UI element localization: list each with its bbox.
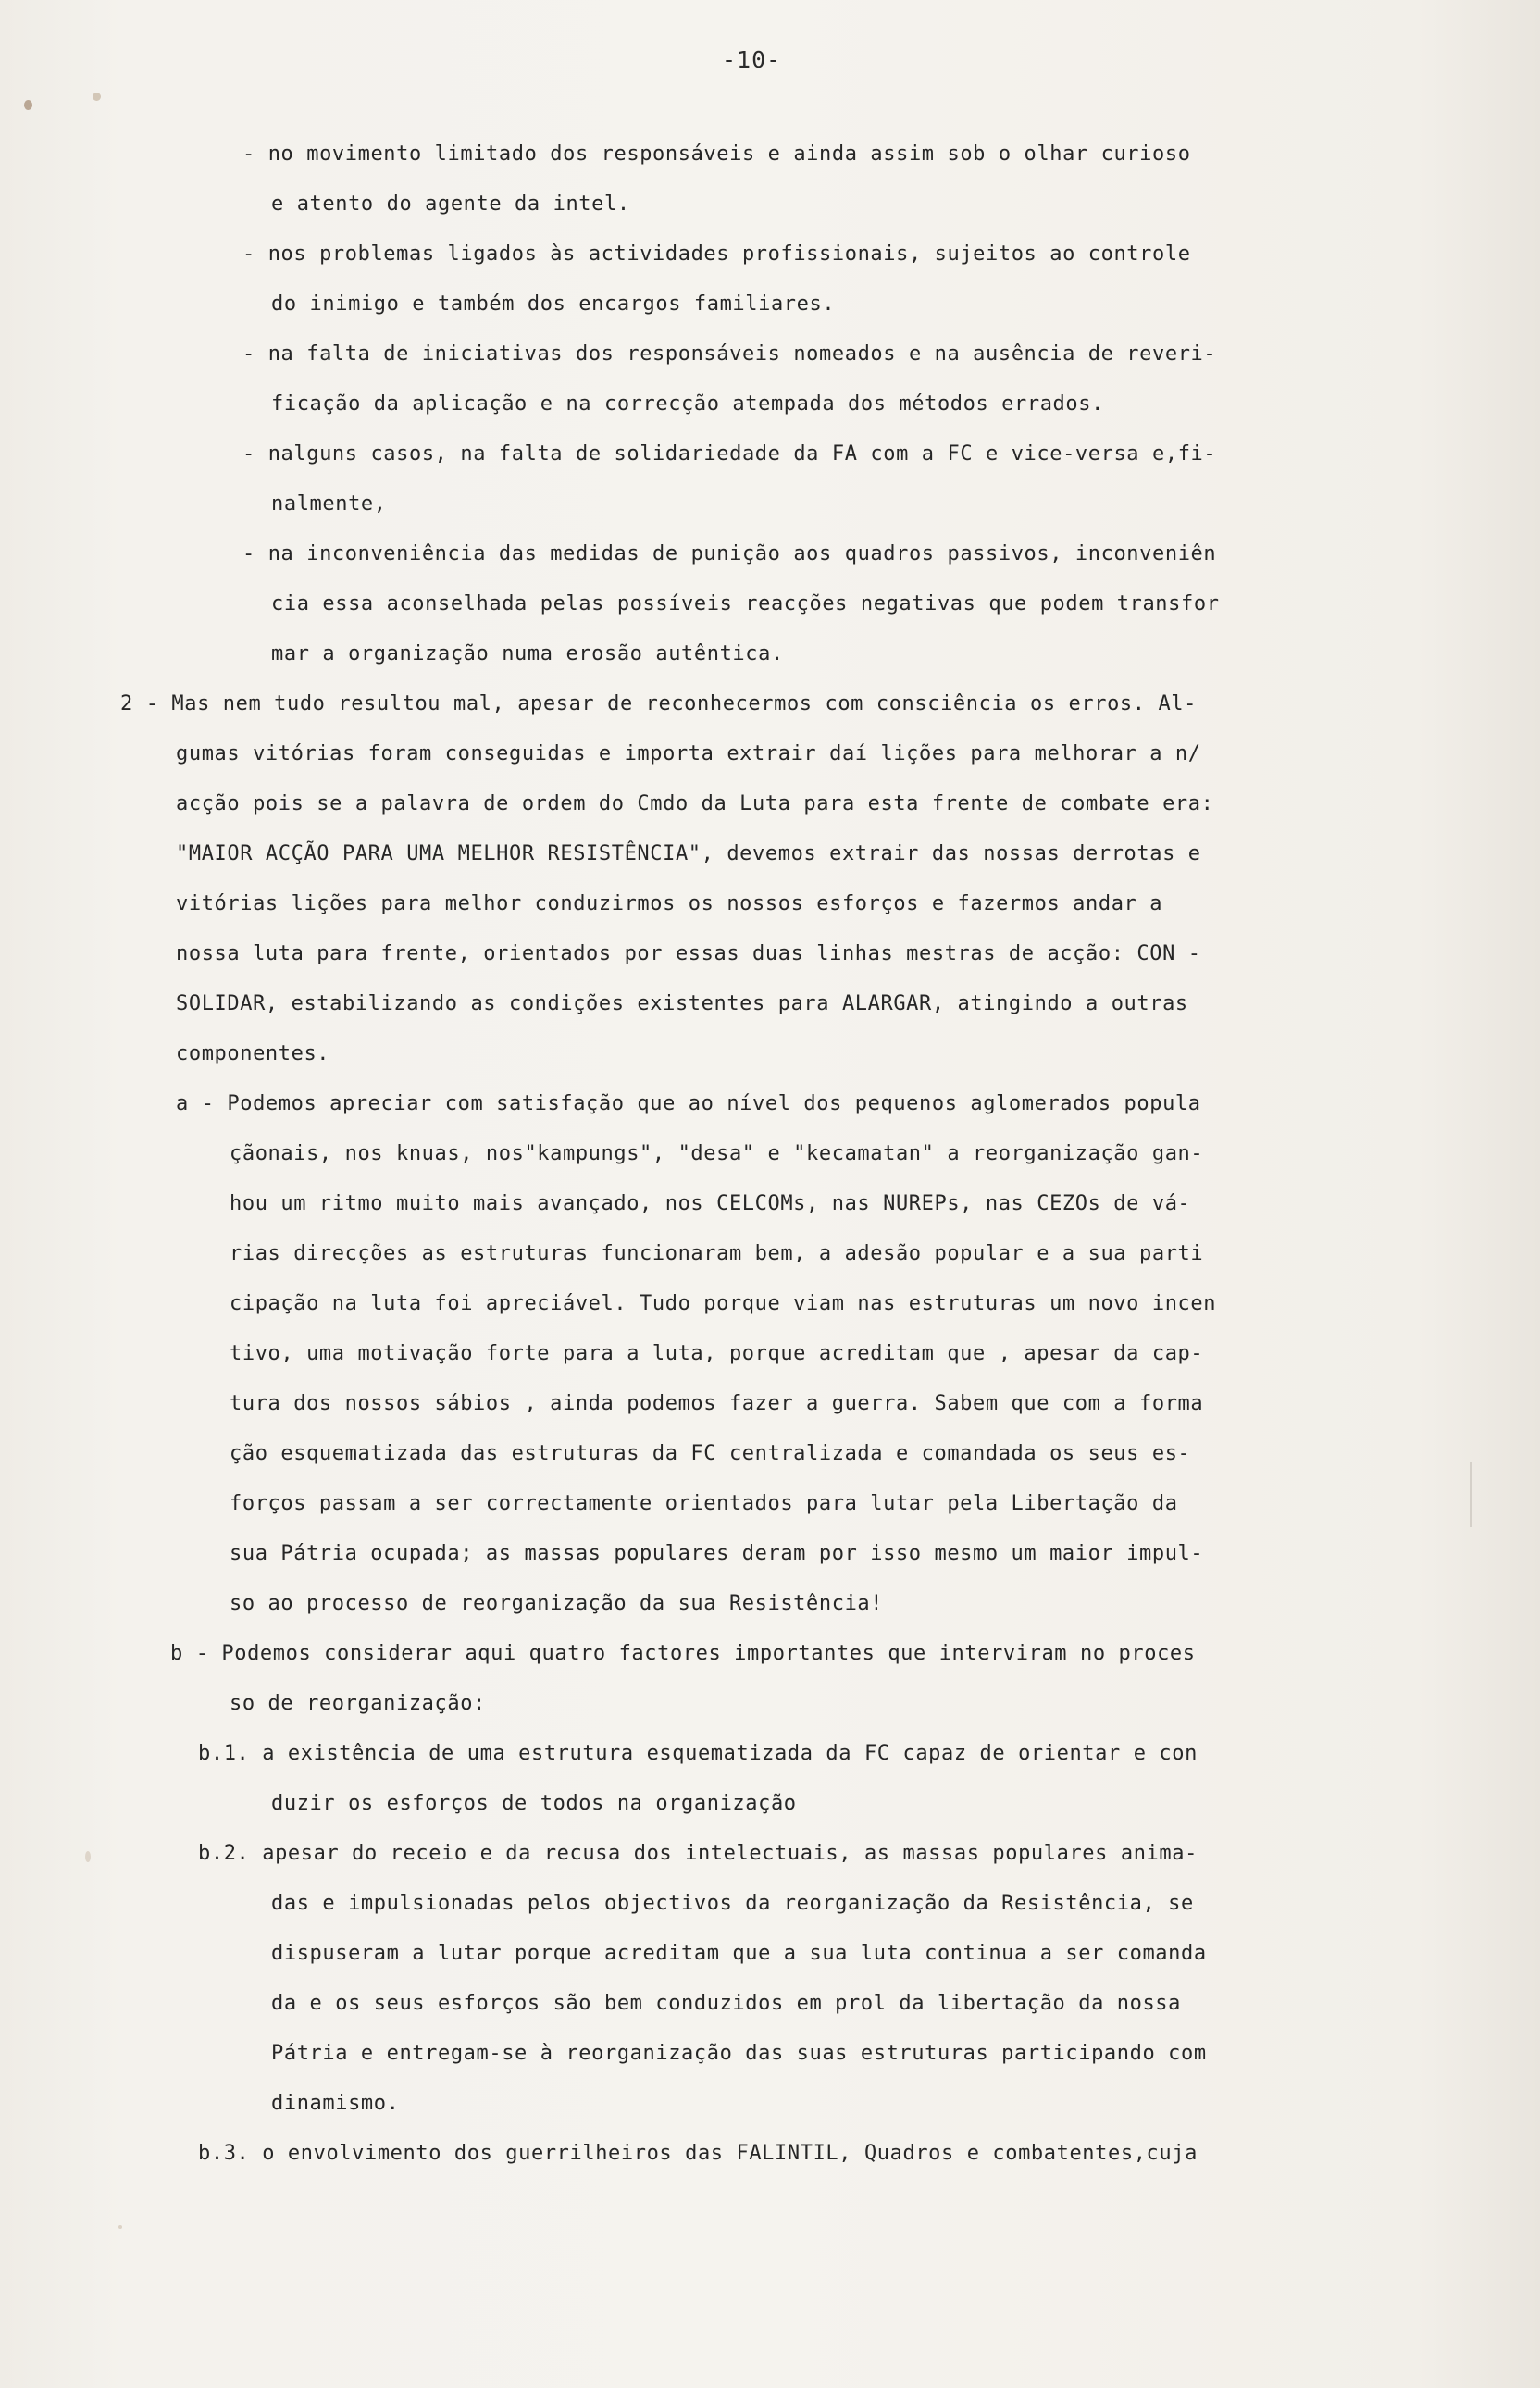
text-line: cia essa aconselhada pelas possíveis reacções negativas que podem transfor — [271, 592, 1220, 616]
paper-stain — [93, 93, 101, 101]
text-line: cipação na luta foi apreciável. Tudo porque viam nas estruturas um novo incen — [230, 1292, 1217, 1315]
text-line: çãonais, nos knuas, nos"kampungs", "desa" e "kecamatan" a reorganização gan- — [230, 1142, 1204, 1165]
text-line: - nalguns casos, na falta de solidariedade da FA com a FC e vice-versa e,fi- — [242, 442, 1217, 466]
text-line: tivo, uma motivação forte para a luta, porque acreditam que , apesar da cap- — [230, 1342, 1204, 1365]
scan-artifact-line — [1470, 1462, 1472, 1527]
text-line: "MAIOR ACÇÃO PARA UMA MELHOR RESISTÊNCIA", devemos extrair das nossas derrotas e — [176, 842, 1201, 865]
text-line: b.2. apesar do receio e da recusa dos intelectuais, as massas populares anima- — [198, 1842, 1198, 1865]
text-line: - na inconveniência das medidas de punição aos quadros passivos, inconveniên — [242, 542, 1217, 566]
text-line: b - Podemos considerar aqui quatro factores importantes que interviram no proces — [170, 1642, 1196, 1665]
text-line: mar a organização numa erosão autêntica. — [271, 642, 784, 665]
text-line: sua Pátria ocupada; as massas populares deram por isso mesmo um maior impul- — [230, 1542, 1204, 1565]
paper-stain — [118, 2225, 122, 2229]
text-line: dinamismo. — [271, 2092, 400, 2115]
text-line: duzir os esforços de todos na organização — [271, 1792, 797, 1815]
text-line: - no movimento limitado dos responsáveis e ainda assim sob o olhar curioso — [242, 143, 1191, 166]
text-line: vitórias lições para melhor conduzirmos os nossos esforços e fazermos andar a — [176, 892, 1163, 915]
text-line: dispuseram a lutar porque acreditam que a sua luta continua a ser comanda — [271, 1942, 1207, 1965]
text-line: - nos problemas ligados às actividades profissionais, sujeitos ao controle — [242, 243, 1191, 266]
text-line: e atento do agente da intel. — [271, 193, 630, 216]
text-line: nalmente, — [271, 492, 387, 516]
text-line: hou um ritmo muito mais avançado, nos CELCOMs, nas NUREPs, nas CEZOs de vá- — [230, 1192, 1191, 1215]
text-line: acção pois se a palavra de ordem do Cmdo da Luta para esta frente de combate era: — [176, 792, 1214, 815]
text-line: 2 - Mas nem tudo resultou mal, apesar de reconhecermos com consciência os erros. Al- — [120, 692, 1197, 715]
text-line: rias direcções as estruturas funcionaram bem, a adesão popular e a sua parti — [230, 1242, 1204, 1265]
text-line: forços passam a ser correctamente orientados para lutar pela Libertação da — [230, 1492, 1178, 1515]
text-line: so ao processo de reorganização da sua Resistência! — [230, 1592, 884, 1615]
text-line: b.3. o envolvimento dos guerrilheiros das FALINTIL, Quadros e combatentes,cuja — [198, 2142, 1198, 2165]
text-line: tura dos nossos sábios , ainda podemos fazer a guerra. Sabem que com a forma — [230, 1392, 1204, 1415]
text-line: - na falta de iniciativas dos responsáveis nomeados e na ausência de reveri- — [242, 342, 1217, 366]
text-line: ção esquematizada das estruturas da FC centralizada e comandada os seus es- — [230, 1442, 1191, 1465]
text-line: a - Podemos apreciar com satisfação que ao nível dos pequenos aglomerados popula — [176, 1092, 1201, 1115]
text-line: da e os seus esforços são bem conduzidos em prol da libertação da nossa — [271, 1992, 1182, 2015]
page-number: -10- — [722, 46, 782, 73]
text-line: gumas vitórias foram conseguidas e importa extrair daí lições para melhorar a n/ — [176, 742, 1201, 765]
rust-spot — [24, 100, 32, 110]
text-line: nossa luta para frente, orientados por essas duas linhas mestras de acção: CON - — [176, 942, 1201, 965]
text-line: Pátria e entregam-se à reorganização das suas estruturas participando com — [271, 2042, 1207, 2065]
paper-stain — [85, 1851, 91, 1862]
text-line: do inimigo e também dos encargos familiares. — [271, 292, 836, 316]
text-line: das e impulsionadas pelos objectivos da reorganização da Resistência, se — [271, 1892, 1194, 1915]
text-line: b.1. a existência de uma estrutura esquematizada da FC capaz de orientar e con — [198, 1742, 1198, 1765]
text-line: componentes. — [176, 1042, 330, 1065]
text-line: so de reorganização: — [230, 1692, 486, 1715]
text-line: ficação da aplicação e na correcção atempada dos métodos errados. — [271, 392, 1104, 416]
text-line: SOLIDAR, estabilizando as condições existentes para ALARGAR, atingindo a outras — [176, 992, 1188, 1015]
